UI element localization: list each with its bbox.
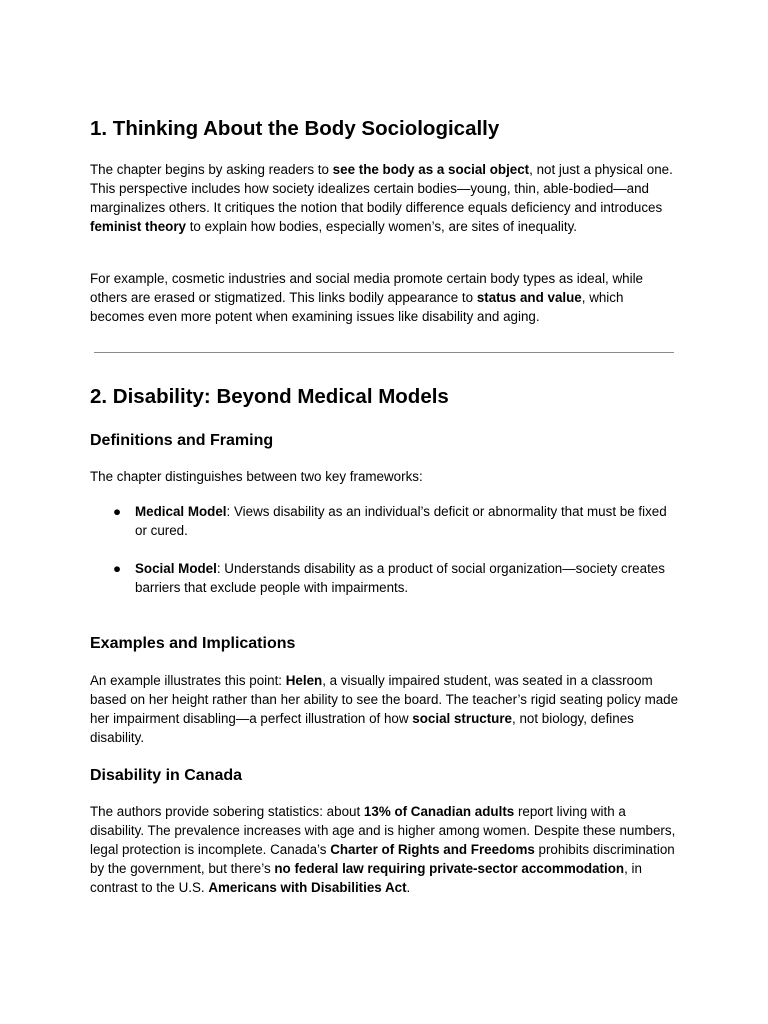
list-item-text: Medical Model: Views disability as an individual’s deficit or abnormality that must be fixed or cured. (135, 504, 667, 538)
bold-phrase: Charter of Rights and Freedoms (330, 842, 535, 857)
bold-phrase: Medical Model (135, 504, 227, 519)
examples-heading: Examples and Implications (90, 635, 296, 652)
bullet-icon: ● (113, 504, 122, 519)
bold-phrase: social structure (412, 711, 513, 726)
bold-phrase: Helen (285, 673, 323, 688)
section-2-title: 2. Disability: Beyond Medical Models (90, 385, 449, 408)
definitions-intro: The chapter distinguishes between two key frameworks: (90, 469, 423, 484)
bullet-icon: ● (113, 561, 122, 576)
bold-phrase: Americans with Disabilities Act (208, 880, 407, 895)
examples-paragraph: An example illustrates this point: Helen, a visually impaired student, was seated in a classroom based on her height rather than her ability to see the board. The teacher’s rigid seating policy made her impairment disabling—a perfect illustration of how social structure, not biology, defines disability. (90, 673, 679, 745)
section-1-title: 1. Thinking About the Body Sociologically (90, 117, 500, 140)
section-divider (94, 352, 674, 353)
bold-phrase: see the body as a social object (332, 162, 530, 177)
list-item-text: Social Model: Understands disability as a product of social organization—society creates barriers that exclude people with impairments. (135, 561, 665, 595)
canada-heading: Disability in Canada (90, 767, 243, 784)
definitions-heading: Definitions and Framing (90, 432, 274, 449)
bold-phrase: status and value (476, 290, 582, 305)
section-1-paragraph-2: For example, cosmetic industries and social media promote certain body types as ideal, while others are erased or stigmatized. This links bodily appearance to status and value, which becomes even more potent when examining issues like disability and aging. (90, 271, 643, 324)
canada-paragraph: The authors provide sobering statistics: about 13% of Canadian adults report living with a disability. The prevalence increases with age and is higher among women. Despite these numbers, legal protection is incomplete. Canada’s Charter of Rights and Freedoms prohibits discrimination by the government, but there’s no federal law requiring private-sector accommodation, in contrast to the U.S. Americans with Disabilities Act. (90, 804, 676, 895)
bold-phrase: 13% of Canadian adults (363, 804, 515, 819)
bold-phrase: feminist theory (90, 219, 186, 234)
section-1-paragraph-1: The chapter begins by asking readers to see the body as a social object, not just a physical one. This perspective includes how society idealizes certain bodies—young, thin, able-bodied—and marginalizes others. It critiques the notion that bodily difference equals deficiency and introduces feminist theory to explain how bodies, especially women’s, are sites of inequality. (90, 162, 673, 234)
bold-phrase: no federal law requiring private-sector accommodation (274, 861, 625, 876)
bold-phrase: Social Model (135, 561, 217, 576)
